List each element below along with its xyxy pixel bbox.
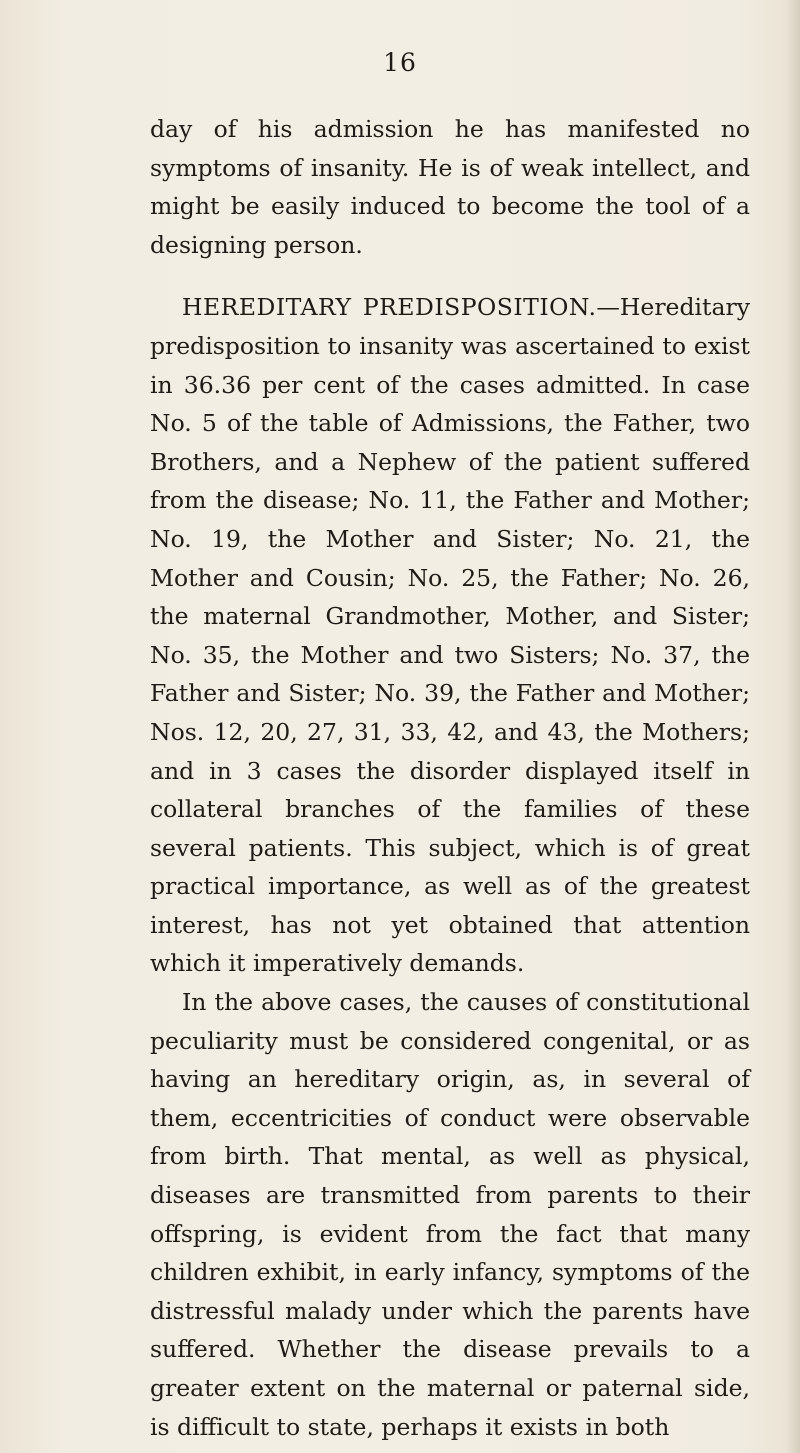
body-text (150, 110, 750, 1446)
paragraph-hereditary-text: —Hereditary predisposition to insanity was ascertained to exist in 36.36 per cent of the cases admitted. In case No. 5 of the table of Admissions, the Father, two Brothers, and a Nephew of the patient suffered from the disease; No. 11, the Father and Mother; No. 19, the Mother and Sister; No. 21, the Mother and Cousin; No. 25, the Father; No. 26, the maternal Grandmother, Mother, and Sister; No. 35, the Mother and two Sisters; No. 37, the Father and Sister; No. 39, the Father and Mother; Nos. 12, 20, 27, 31, 33, 42, and 43, the Mothers; and in 3 cases the disorder displayed itself in collateral branches of the families of these several patients. This subject, which is of great practical importance, as well as of the greatest interest, has not yet obtained that attention which it imperatively demands. (150, 293, 750, 978)
page-edge-shadow (786, 0, 800, 1453)
section-heading: HEREDITARY PREDISPOSITION. (182, 293, 597, 322)
paragraph-constitutional: In the above cases, the causes of constitutional peculiarity must be considered congenital, or as having an hereditary origin, as, in several of them, eccentricities of conduct were observable from birth. That mental, as well as physical, diseases are transmitted from parents to their offspring, is evident from the fact that many children exhibit, in early infancy, symptoms of the distressful malady under which the parents have suffered. Whether the disease prevails to a greater extent on the maternal or paternal side, is difficult to state, perhaps it exists in both (150, 988, 750, 1441)
page-number: 16 (383, 48, 417, 77)
paragraph-hereditary (150, 288, 750, 983)
paragraph-continuation: day of his admission he has manifested no symptoms of insanity. He is of weak intellect, and might be easily induced to become the tool of a designing person. (150, 115, 750, 259)
